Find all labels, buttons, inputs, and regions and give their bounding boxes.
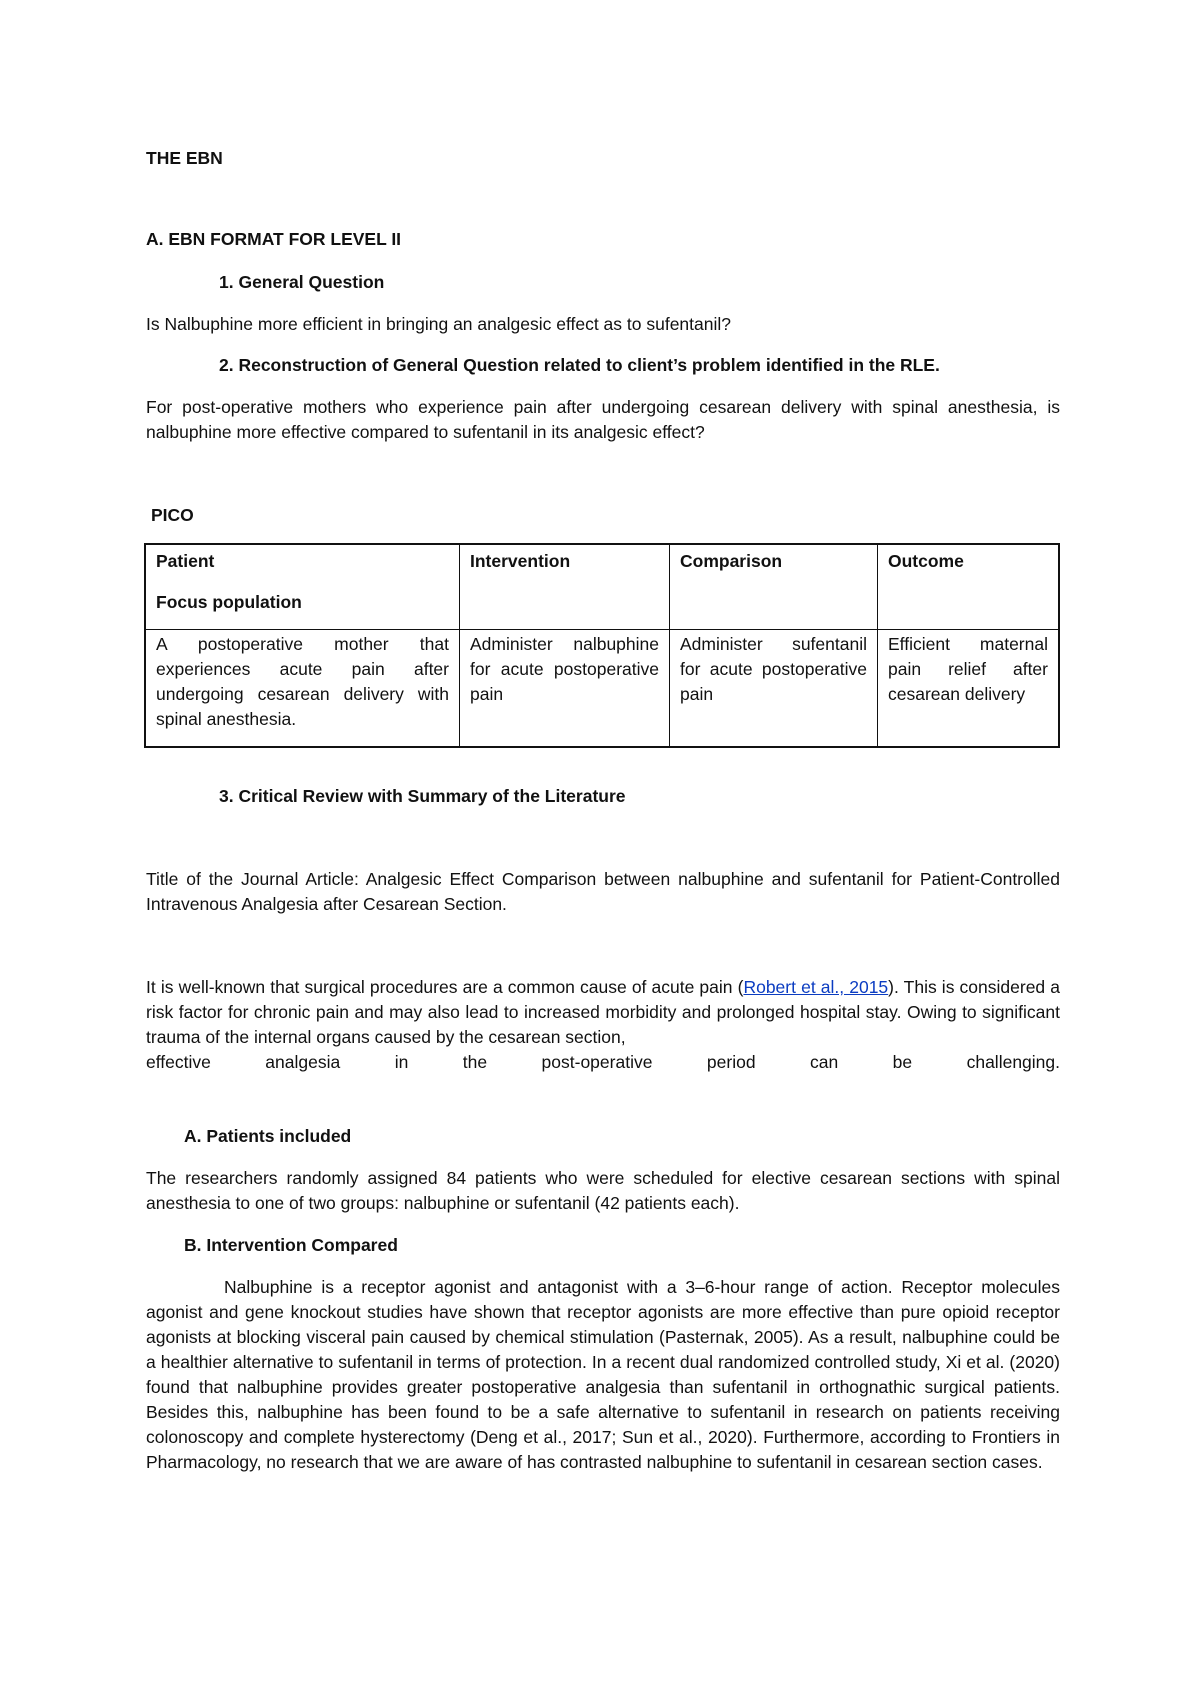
header-subtitle: Focus population <box>156 592 302 612</box>
question-2-text: For post-operative mothers who experience pain after undergoing cesarean delivery with spinal anesthesia, is nalbuphine more effective compared to sufentanil in its analgesic effect? <box>146 397 1060 442</box>
question-2-heading: 2. Reconstruction of General Question related to client’s problem identified in the RLE. <box>219 355 940 375</box>
intro-text-end: ). This is considered a risk factor for chronic pain and may also lead to increased morbidity and prolonged hospital stay. Owing to significant trauma of the internal organs caused by the cesarean section, <box>146 977 1060 1047</box>
subsection-a-heading: A. Patients included <box>184 1126 352 1146</box>
pico-cell-patient: A postoperative mother that experiences acute pain after undergoing cesarean delivery with spinal anesthesia. <box>145 630 460 748</box>
intro-text-start: It is well-known that surgical procedures are a common cause of acute pain ( <box>146 977 744 997</box>
pico-label: PICO <box>151 505 194 525</box>
document-title: THE EBN <box>146 148 223 168</box>
article-title: Title of the Journal Article: Analgesic Effect Comparison between nalbuphine and sufentanil for Patient-Controlled Intravenous Analgesia after Cesarean Section. <box>146 869 1060 914</box>
pico-header-patient <box>145 544 460 630</box>
header-title: Intervention <box>470 551 571 571</box>
intro-last-line: effective analgesia in the post-operative period can be challenging. <box>146 1052 1060 1072</box>
question-3-heading: 3. Critical Review with Summary of the Literature <box>219 786 626 806</box>
pico-header-comparison <box>670 544 878 630</box>
pico-header-intervention <box>460 544 670 630</box>
question-1-heading: 1. General Question <box>219 272 385 292</box>
pico-cell-intervention: Administer nalbuphine for acute postoperative pain <box>460 630 670 748</box>
subsection-a-text: The researchers randomly assigned 84 patients who were scheduled for elective cesarean sections with spinal anesthesia to one of two groups: nalbuphine or sufentanil (42 patients each). <box>146 1168 1060 1213</box>
subsection-b-text: Nalbuphine is a receptor agonist and antagonist with a 3–6-hour range of action. Receptor molecules agonist and gene knockout studies have shown that receptor agonists are more effective than pure opioid receptor agonists at blocking visceral pain caused by chemical stimulation (Pasternak, 2005). As a result, nalbuphine could be a healthier alternative to sufentanil in terms of protection. In a recent dual randomized controlled study, Xi et al. (2020) found that nalbuphine provides greater postoperative analgesia than sufentanil in orthognathic surgical patients. Besides this, nalbuphine has been found to be a safe alternative to sufentanil in research on patients receiving colonoscopy and complete hysterectomy (Deng et al., 2017; Sun et al., 2020). Furthermore, according to Frontiers in Pharmacology, no research that we are aware of has contrasted nalbuphine to sufentanil in cesarean section cases. <box>146 1277 1060 1472</box>
header-title: Comparison <box>680 551 783 571</box>
intro-paragraph <box>146 975 1060 1050</box>
subsection-b-heading: B. Intervention Compared <box>184 1235 398 1255</box>
pico-data-row <box>145 630 1059 748</box>
pico-header-outcome <box>878 544 1060 630</box>
header-title: Patient <box>156 551 215 571</box>
citation-link[interactable]: Robert et al., 2015 <box>743 977 889 997</box>
pico-table <box>144 543 1060 748</box>
section-a-heading: A. EBN FORMAT FOR LEVEL II <box>146 229 402 249</box>
pico-header-row <box>145 544 1059 630</box>
pico-cell-outcome: Efficient maternal pain relief after cesarean delivery <box>878 630 1060 748</box>
question-1-text: Is Nalbuphine more efficient in bringing an analgesic effect as to sufentanil? <box>146 314 732 334</box>
pico-cell-comparison: Administer sufentanil for acute postoperative pain <box>670 630 878 748</box>
header-title: Outcome <box>888 551 964 571</box>
